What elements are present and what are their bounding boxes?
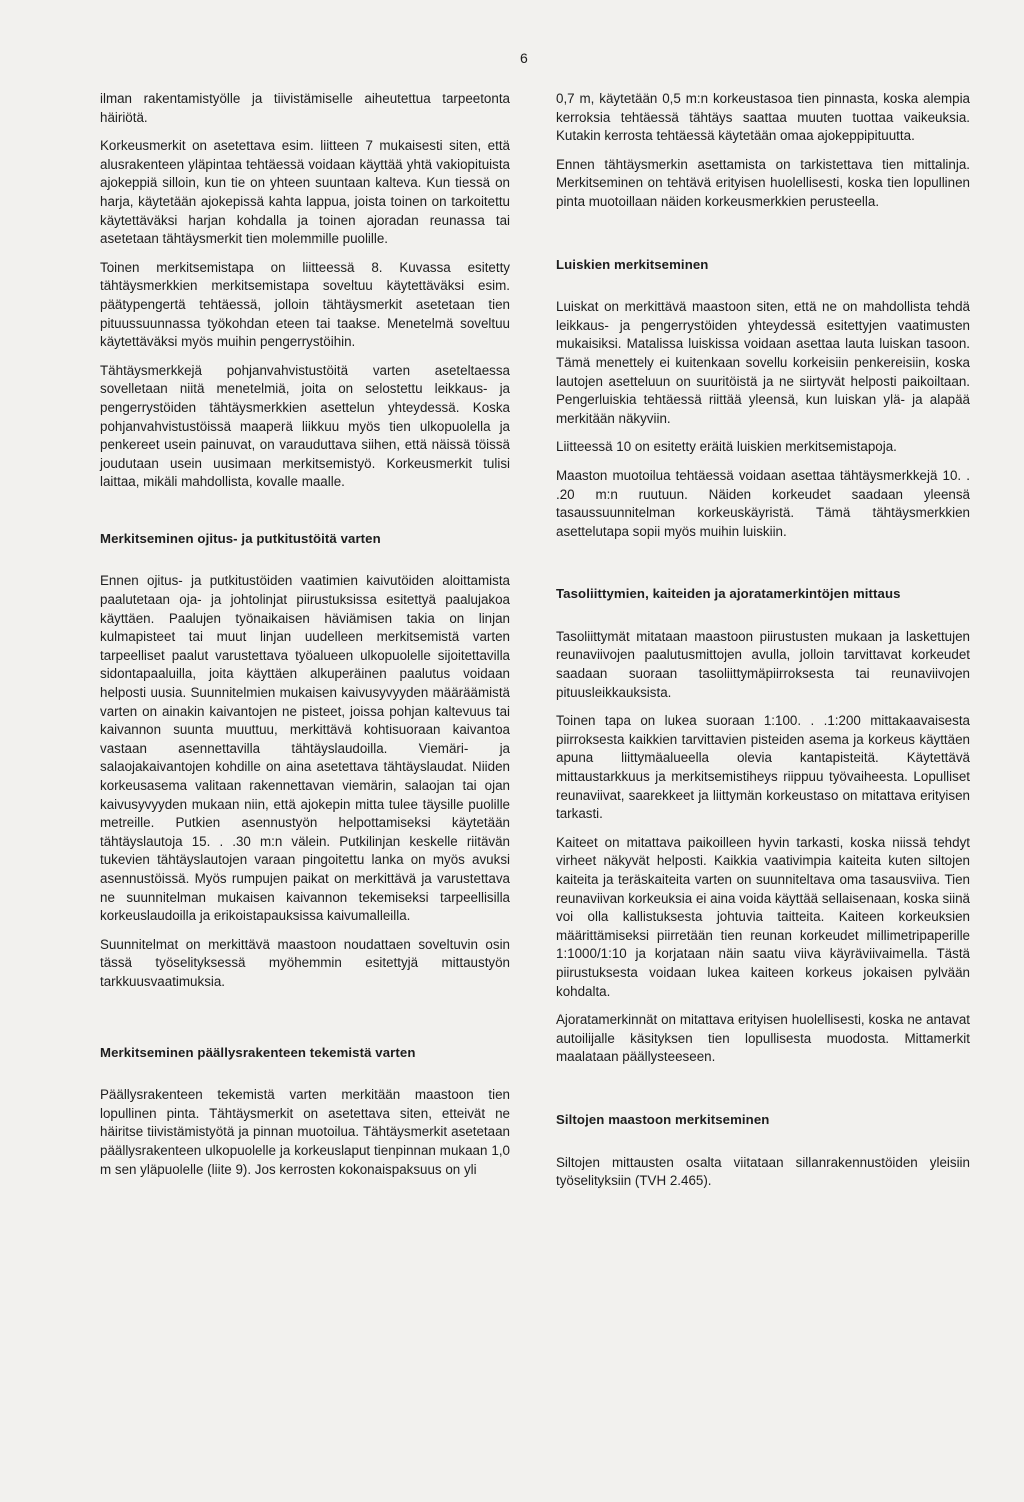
left-column (100, 90, 510, 1189)
paragraph: Suunnitelmat on merkittävä maastoon noudattaen soveltuvin osin tässä työselityksessä myöhemmin esitettyjä mittaustyön tarkkuusvaatimuksia. (100, 936, 510, 989)
paragraph: Toinen tapa on lukea suoraan 1:100. . .1:200 mittakaavaisesta piirroksesta kaikkien tarvittavien pisteiden asema ja korkeus käyttäen apuna liittymäalueella olevia kantapisteitä. Käytettävä mittaustarkkuus ja merkitsemistiheys riippuu työvaiheesta. Lopulliset reunaviivat, saarekkeet ja liittymän korkeustaso on mitattava erityisen tarkasti. (556, 713, 970, 822)
right-column (556, 90, 970, 1201)
section-heading-ojitus: Merkitseminen ojitus- ja putkitustöitä varten (100, 530, 381, 546)
paragraph: Tähtäysmerkkejä pohjanvahvistustöitä varten aseteltaessa sovelletaan niitä menetelmiä, joita on selostettu leikkaus- ja pengerrystöiden tähtäysmerkkien asettelun yhteydessä. Koska pohjanvahvistustöissä maaperä liikkuu myös tien ulkopuolella ja penkereet usein painuvat, on varauduttava siihen, että näissä töissä joudutaan usein uusimaan merkitsemistyö. Korkeusmerkit tulisi laittaa, mikäli mahdollista, kovalle maalle. (100, 362, 510, 490)
paragraph: Korkeusmerkit on asetettava esim. liitteen 7 mukaisesti siten, että alusrakenteen yläpintaa tehtäessä voidaan käyttää yhtä vakiopituista ajokeppiä silloin, kun tie on yhteen suuntaan kalteva. Kun tiessä on harja, käytetään ajokepissä kahta lappua, joista toinen on tarkoitettu käytettäväksi harjan kohdalla ja toinen ajoradan reunassa tai asetetaan tähtäysmerkit tien molemmille puolille. (100, 138, 510, 247)
paragraph: Maaston muotoilua tehtäessä voidaan asettaa tähtäysmerkkejä 10. . .20 m:n ruutuun. Näiden korkeudet saadaan yleensä tasaussuunnitelman korkeuskäyristä. Tämä tähtäysmerkkien asettelutapa sopii myös muihin luiskiin. (556, 467, 970, 539)
section-heading-luiskat: Luiskien merkitseminen (556, 256, 709, 272)
paragraph: Toinen merkitsemistapa on liitteessä 8. Kuvassa esitetty tähtäysmerkkien merkitsemistapa soveltuu käytettäväksi esim. päätypengertä tehtäessä, jolloin tähtäysmerkit asetetaan tien pituussuunnassa työkohdan eteen tai taakse. Menetelmä soveltuu käytettäväksi myös muihin pengerrystöihin. (100, 259, 510, 350)
section-heading-tasoliittymat: Tasoliittymien, kaiteiden ja ajoratamerkintöjen mittaus (556, 586, 901, 602)
page-number: 6 (520, 50, 529, 66)
paragraph: Kaiteet on mitattava paikoilleen hyvin tarkasti, koska niissä tehdyt virheet näkyvät helposti. Kaikkia vaativimpia kaiteita kuten siltojen kaiteita ja teräskaiteita varten on suunniteltava oma tasausviiva. Tien reunaviivan korkeuksia ei aina voida käyttää sellaisenaan, koska siinä voi olla kallistuksesta johtuvia taitteita. Kaiteen korkeuksien määrittämiseksi piirretään tien reunan korkeudet millimetripaperille 1:1000/1:10 ja korjataan näin saatu viiva käyräviivaimella. Tästä piirustuksesta voidaan lukea kaiteen korkeus jokaisen pylvään kohdalta. (556, 834, 970, 999)
paragraph: Päällysrakenteen tekemistä varten merkitään maastoon tien lopullinen pinta. Tähtäysmerkit on asetettava siten, etteivät ne häiritse tiivistämistyötä ja pinnan muotoilua. Tähtäysmerkit asetetaan päällysrakenteen ulkopuolelle ja korkeuslaput tienpinnan mukaan 1,0 m sen yläpuolelle (liite 9). Jos kerrosten kokonaispaksuus on yli (100, 1087, 510, 1177)
paragraph: Ajoratamerkinnät on mitattava erityisen huolellisesti, koska ne antavat autoilijalle käsityksen tien lopullisesta muodosta. Mittamerkit maalataan päällysteeseen. (556, 1012, 970, 1065)
paragraph: Ennen ojitus- ja putkitustöiden vaatimien kaivutöiden aloittamista paalutetaan oja- ja johtolinjat piirustuksissa esitettyä paalujakoa käyttäen. Paalujen työnaikaisen häviämisen takia on linjan kulmapisteet tai muut linjan uudelleen merkitsemistä varten tarpeelliset paalut varustettava työalueen ulkopuolelle sijoitettavilla sidontapaaluilla, joita käyttäen alkuperäinen paalutus voidaan helposti uusia. Suunnitelmien mukaisen kaivusyvyyden määräämistä varten on ainakin kaivantojen ne pisteet, joissa pohjan kaltevuus tai kaivannon suunta muuttuu, merkittävä kohtisuoraan kaivantoa vastaan asennettavilla tähtäyslaudoilla. Viemäri- ja salaojakaivantojen kohdille on aina asetettava tähtäyslaudat. Niiden korkeusasema valitaan rakennettavan viemärin, salaojan tai ojan kaivusyvyyden mukaan niin, että ajokepin mitta tulee täysille puolille metreille. Putkien asennustyön helpottamiseksi käytetään tähtäyslautoja 15. . .30 m:n välein. Putkilinjan keskelle riitävän tukevien tähtäyslautojen varaan pingoitettu lanka on myös avuksi asennustöissä. Myös rumpujen paikat on merkittävä ja varustettava ne suunnitelman mukaisen kaivannon tekemiseksi tarpeellisilla korkeuslaudoilla ja erikoistapauksissa kaivumalleilla. (100, 573, 510, 924)
paragraph: 0,7 m, käytetään 0,5 m:n korkeustasoa tien pinnasta, koska alempia kerroksia tehtäessä tähtäys saattaa muuten tuottaa vaikeuksia. Kutakin kerrosta tehtäessä käytetään omaa ajokeppipituutta. (556, 91, 970, 144)
paragraph: Ennen tähtäysmerkin asettamista on tarkistettava tien mittalinja. Merkitseminen on tehtävä erityisen huolellisesti, koska tien lopullinen pinta muotoillaan näiden korkeusmerkkien perusteella. (556, 156, 970, 209)
paragraph: Luiskat on merkittävä maastoon siten, että ne on mahdollista tehdä leikkaus- ja pengerrystöiden yhteydessä esitettyjen vaatimusten mukaisiksi. Matalissa luiskissa voidaan asettaa lauta luiskan tasoon. Tämä menettely ei kuitenkaan sovellu korkeisiin penkereisiin, koska lautojen asetteluun on suuritöistä ja ne siirtyvät helposti paikoiltaan. Pengerluiskia tehtäessä riittää yleensä, kun luiskan ylä- ja alapää merkitään näkyviin. (556, 299, 970, 426)
paragraph: Tasoliittymät mitataan maastoon piirustusten mukaan ja laskettujen reunaviivojen paalutusmittojen avulla, jolloin tarvittavat korkeudet saadaan suoraan tasoliittymäpiirroksesta tai reunaviivojen pituusleikkauksista. (556, 628, 970, 700)
paragraph: ilman rakentamistyölle ja tiivistämiselle aiheutettua tarpeetonta häiriötä. (100, 91, 510, 125)
section-heading-paallysrakenne: Merkitseminen päällysrakenteen tekemistä varten (100, 1044, 416, 1060)
paragraph: Siltojen mittausten osalta viitataan sillanrakennustöiden yleisiin työselityksiin (TVH 2.465). (556, 1154, 970, 1189)
section-heading-sillat: Siltojen maastoon merkitseminen (556, 1111, 770, 1127)
paragraph: Liitteessä 10 on esitetty eräitä luiskien merkitsemistapoja. (556, 439, 897, 455)
